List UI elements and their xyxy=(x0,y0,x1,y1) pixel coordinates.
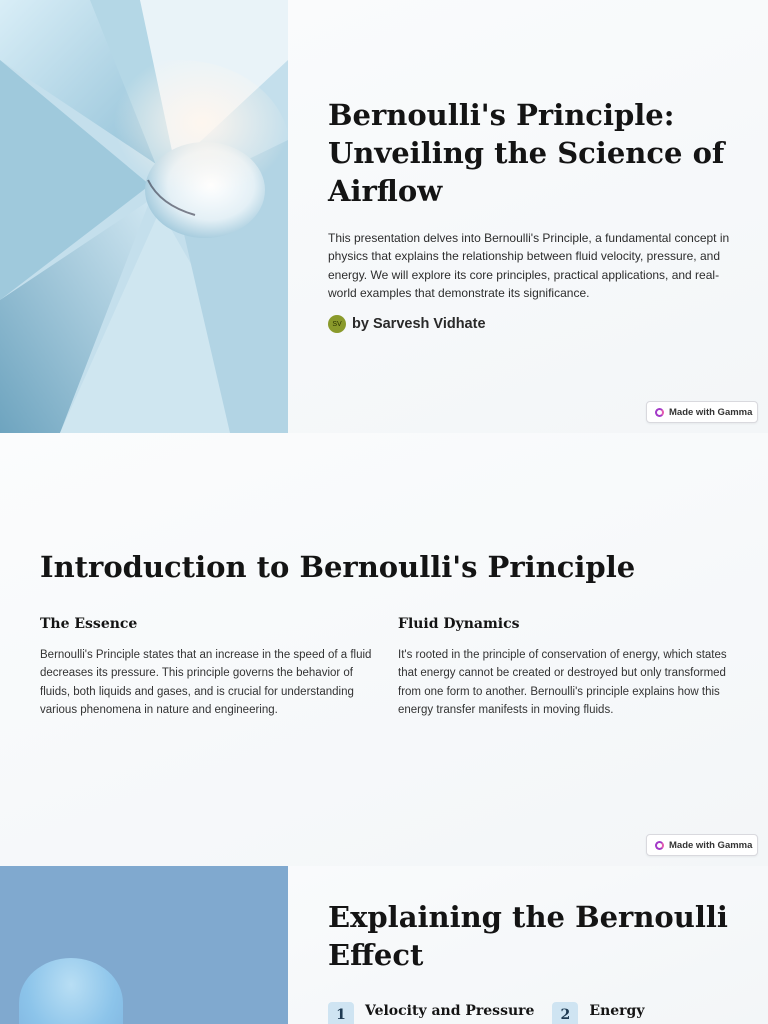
step-number: 2 xyxy=(552,1002,578,1024)
made-with-gamma-button[interactable] xyxy=(646,834,758,856)
badge-label: Made with Gamma xyxy=(669,839,753,851)
slide-title: Explaining the Bernoulli Effect xyxy=(328,900,728,972)
slide-title: Bernoulli's Principle: Unveiling the Science of Airflow xyxy=(328,98,725,208)
slide-title: Introduction to Bernoulli's Principle xyxy=(40,550,636,584)
gamma-logo-icon xyxy=(655,841,664,850)
column-heading: Fluid Dynamics xyxy=(398,616,520,632)
badge-label: Made with Gamma xyxy=(669,406,753,418)
wind-turbine-image xyxy=(0,0,288,433)
avatar: SV xyxy=(328,315,346,333)
step-item xyxy=(552,1002,644,1024)
gamma-logo-icon xyxy=(655,408,664,417)
bernoulli-effect-slide xyxy=(0,866,768,1024)
step-label: Velocity and Pressure xyxy=(365,1003,535,1019)
title-slide xyxy=(0,0,768,433)
step-list xyxy=(328,1002,662,1024)
step-number: 1 xyxy=(328,1002,354,1024)
column-heading: The Essence xyxy=(40,616,138,632)
step-label: Energy xyxy=(589,1003,645,1019)
step-item xyxy=(328,1002,534,1024)
author-name: by Sarvesh Vidhate xyxy=(352,316,486,332)
column-fluid-dynamics xyxy=(398,616,733,720)
author-byline xyxy=(328,315,486,333)
column-essence xyxy=(40,616,375,720)
light-bulb-image xyxy=(0,866,288,1024)
bulb-glow xyxy=(19,958,123,1024)
made-with-gamma-button[interactable] xyxy=(646,401,758,423)
column-text: Bernoulli's Principle states that an increase in the speed of a fluid decreases its pressure. This principle governs the behavior of fluids, both liquids and gases, and is crucial for understanding various phenomena in nature and engineering. xyxy=(40,649,372,717)
slide-description: This presentation delves into Bernoulli's Principle, a fundamental concept in physics that explains the relationship between fluid velocity, pressure, and energy. We will explore its core principles, practical applications, and real-world examples that demonstrate its significance. xyxy=(328,231,730,300)
intro-slide xyxy=(0,433,768,866)
column-text: It's rooted in the principle of conservation of energy, which states that energy cannot be created or destroyed but only transformed from one form to another. Bernoulli's principle explains how this energy transfer manifests in moving fluids. xyxy=(398,649,727,717)
